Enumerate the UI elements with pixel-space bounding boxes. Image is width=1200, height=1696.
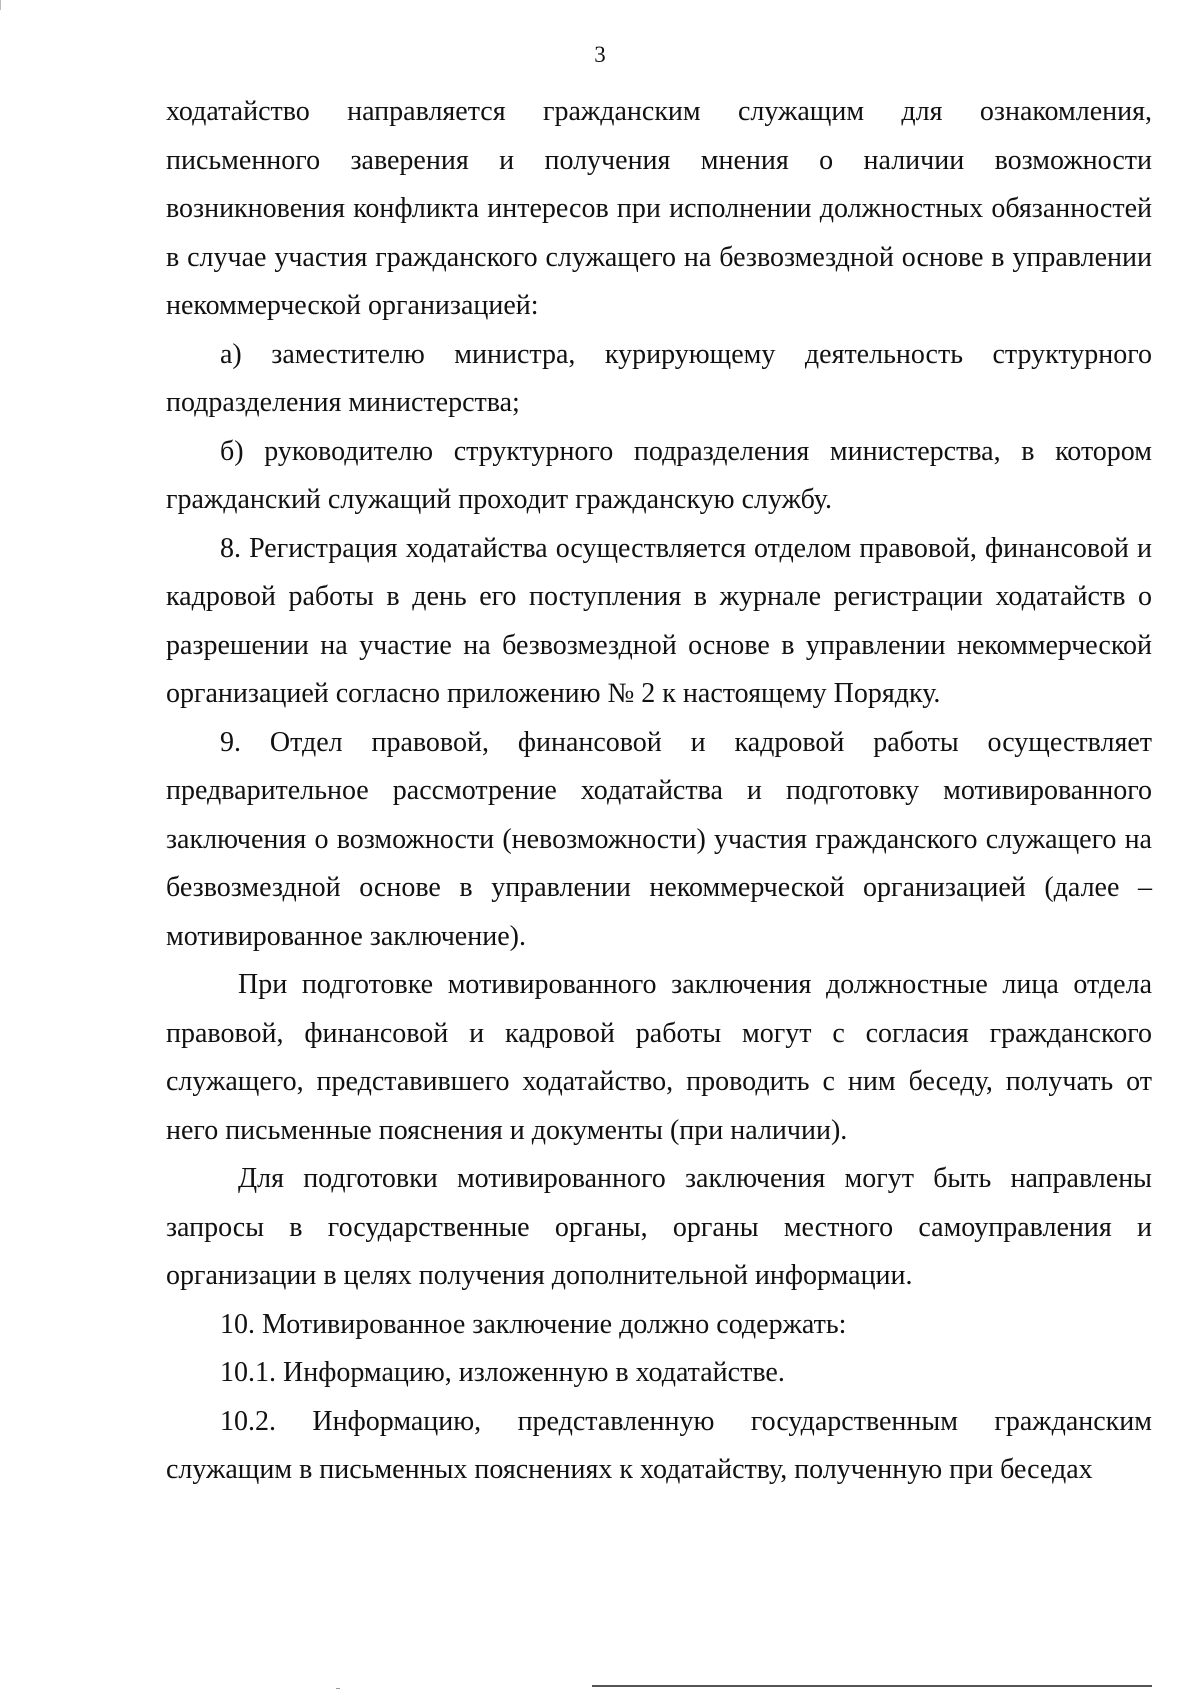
document-body bbox=[166, 88, 1152, 1495]
paragraph-clause-10: 10. Мотивированное заключение должно содержать: bbox=[220, 1308, 847, 1340]
paragraph-item-b: б) руководителю структурного подразделения министерства, в котором гражданский служащий проходит гражданскую службу. bbox=[166, 435, 1152, 515]
paragraph-clause-9: 9. Отдел правовой, финансовой и кадровой работы осуществляет предварительное рассмотрение ходатайства и подготовку мотивированного заключения о возможности (невозможности) участия гражданского служащего на безвозмездной основе в управлении некоммерческой организацией (далее – мотивированное заключение). bbox=[166, 726, 1152, 952]
paragraph-continuation: ходатайство направляется гражданским служащим для ознакомления, письменного заверения и получения мнения о наличии возможности возникновения конфликта интересов при исполнении должностных обязанностей в случае участия гражданского служащего на безвозмездной основе в управлении некоммерческой организацией: bbox=[166, 96, 1152, 321]
paragraph-clause-10-2: 10.2. Информацию, представленную государственным гражданским служащим в письменных пояснениях к ходатайству, полученную при беседах bbox=[166, 1405, 1152, 1485]
scan-tick-mark bbox=[336, 1688, 340, 1689]
paragraph-item-a: а) заместителю министра, курирующему деятельность структурного подразделения министерства; bbox=[166, 338, 1152, 418]
paragraph-clause-8: 8. Регистрация ходатайства осуществляется отделом правовой, финансовой и кадровой работы в день его поступления в журнале регистрации ходатайств о разрешении на участие на безвозмездной основе в управлении некоммерческой организацией согласно приложению № 2 к настоящему Порядку. bbox=[166, 532, 1152, 709]
scan-corner-mark bbox=[0, 0, 15, 10]
paragraph-clause-9-preparation: При подготовке мотивированного заключения должностные лица отдела правовой, финансовой и кадровой работы могут с согласия гражданского служащего, представившего ходатайство, проводить с ним беседу, получать от него письменные пояснения и документы (при наличии). bbox=[166, 969, 1152, 1146]
paragraph-clause-10-1: 10.1. Информацию, изложенную в ходатайстве. bbox=[220, 1357, 785, 1388]
page-number: 3 bbox=[594, 42, 606, 67]
paragraph-clause-9-requests: Для подготовки мотивированного заключения могут быть направлены запросы в государственные органы, органы местного самоуправления и организации в целях получения дополнительной информации. bbox=[166, 1163, 1152, 1291]
bottom-rule bbox=[592, 1685, 1152, 1687]
